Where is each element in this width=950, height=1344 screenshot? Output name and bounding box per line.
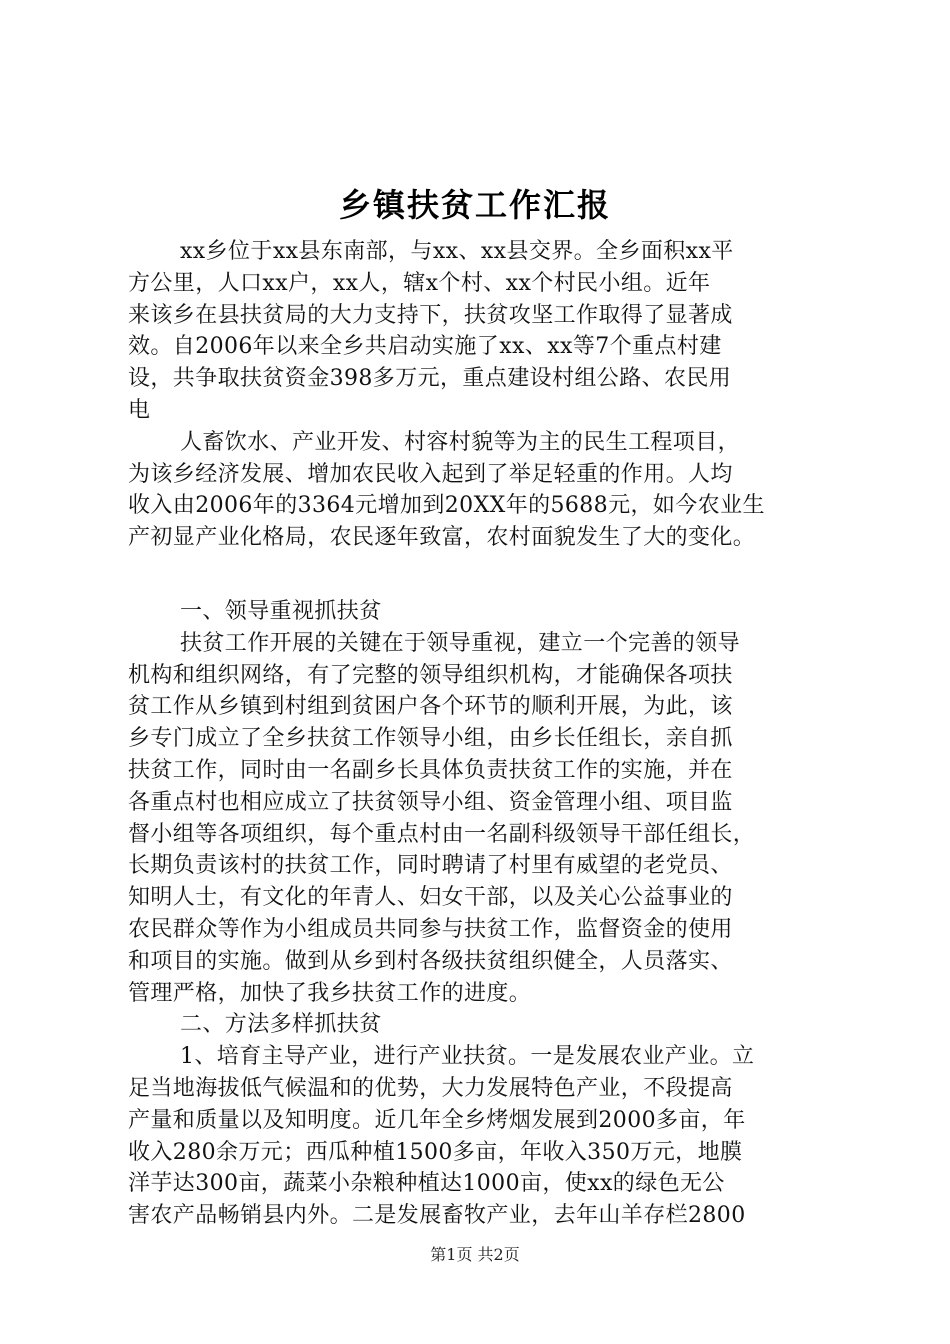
paragraph-line: 产量和质量以及知明度。近几年全乡烤烟发展到2000多亩，年 [128, 1107, 746, 1133]
paragraph-line: 贫工作从乡镇到村组到贫困户各个环节的顺利开展，为此，该 [128, 694, 733, 720]
paragraph-line: 农民群众等作为小组成员共同参与扶贫工作，监督资金的使用 [128, 916, 733, 942]
paragraph-line: 害农产品畅销县内外。二是发展畜牧产业，去年山羊存栏2800 [128, 1203, 746, 1229]
paragraph-line: 人畜饮水、产业开发、村容村貌等为主的民生工程项目， [180, 429, 741, 455]
document-title: 乡镇扶贫工作汇报 [338, 186, 611, 224]
paragraph-line: 洋芋达300亩，蔬菜小杂粮种植达1000亩，使xx的绿色无公 [128, 1171, 725, 1197]
paragraph-line: 知明人士，有文化的年青人、妇女干部，以及关心公益事业的 [128, 885, 733, 911]
paragraph-line: 方公里，人口xx户，xx人，辖x个村、xx个村民小组。近年 [128, 270, 711, 296]
paragraph-line: 乡专门成立了全乡扶贫工作领导小组，由乡长任组长，亲自抓 [128, 726, 733, 752]
paragraph-line: 产初显产业化格局，农民逐年致富，农村面貌发生了大的变化。 [128, 525, 756, 551]
paragraph-line: 和项目的实施。做到从乡到村各级扶贫组织健全，人员落实、 [128, 948, 733, 974]
paragraph-line: 扶贫工作，同时由一名副乡长具体负责扶贫工作的实施，并在 [128, 757, 733, 783]
paragraph-line: 机构和组织网络，有了完整的领导组织机构，才能确保各项扶 [128, 662, 733, 688]
paragraph-line: 长期负责该村的扶贫工作，同时聘请了村里有威望的老党员、 [128, 853, 733, 879]
paragraph-line: 足当地海拔低气候温和的优势，大力发展特色产业，不段提高 [128, 1075, 733, 1101]
paragraph-line: 为该乡经济发展、增加农民收入起到了举足轻重的作用。人均 [128, 461, 733, 487]
paragraph-line: 效。自2006年以来全乡共启动实施了xx、xx等7个重点村建 [128, 334, 722, 360]
page-number-footer: 第1页 共2页 [430, 1245, 520, 1264]
paragraph-line: 设，共争取扶贫资金398多万元，重点建设村组公路、农民用 [128, 366, 732, 392]
section-heading: 二、方法多样抓扶贫 [180, 1012, 382, 1038]
paragraph-line: 管理严格，加快了我乡扶贫工作的进度。 [128, 980, 532, 1006]
paragraph-line: 1、培育主导产业，进行产业扶贫。一是发展农业产业。立 [180, 1044, 755, 1070]
document-body [128, 236, 838, 1232]
paragraph-line: 收入280余万元；西瓜种植1500多亩，年收入350万元，地膜 [128, 1139, 743, 1165]
paragraph-line: 电 [128, 397, 151, 423]
paragraph-gap [128, 554, 838, 596]
paragraph-line: 各重点村也相应成立了扶贫领导小组、资金管理小组、项目监 [128, 789, 733, 815]
paragraph-line: 扶贫工作开展的关键在于领导重视，建立一个完善的领导 [180, 630, 741, 656]
paragraph-line: 来该乡在县扶贫局的大力支持下，扶贫攻坚工作取得了显著成 [128, 302, 733, 328]
paragraph-line: xx乡位于xx县东南部，与xx、xx县交界。全乡面积xx平 [180, 239, 734, 264]
section-heading: 一、领导重视抓扶贫 [180, 598, 382, 624]
paragraph-line: 收入由2006年的3364元增加到20XX年的5688元，如今农业生 [128, 493, 765, 519]
paragraph-line: 督小组等各项组织，每个重点村由一名副科级领导干部任组长， [128, 821, 756, 847]
